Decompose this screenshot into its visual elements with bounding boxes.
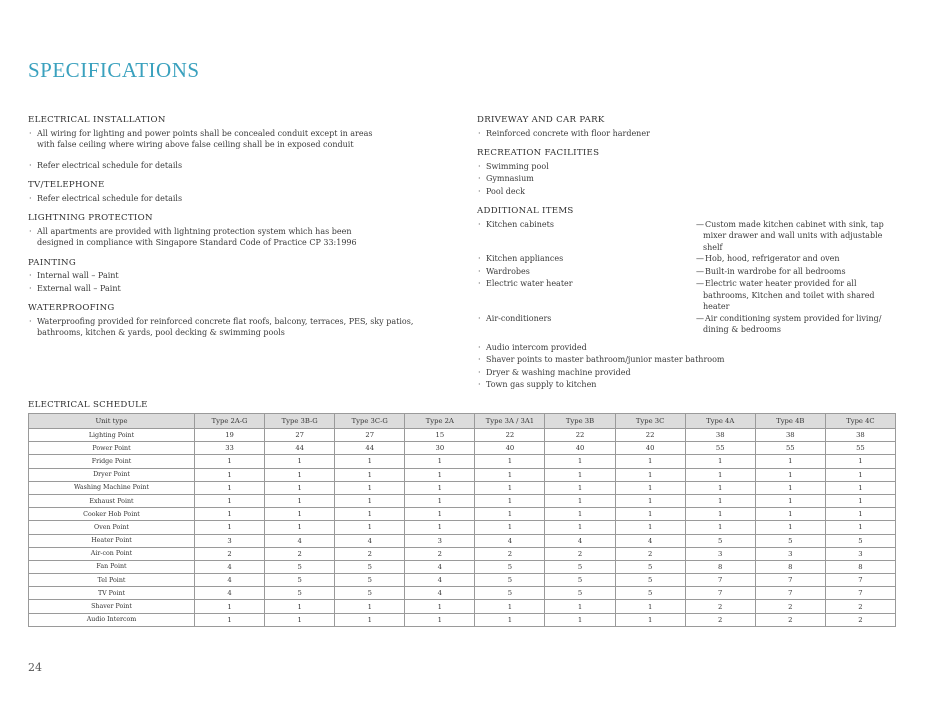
table-cell: 1 bbox=[405, 494, 475, 507]
table-cell: 1 bbox=[265, 521, 335, 534]
column-header: Type 3B-G bbox=[265, 414, 335, 429]
table-cell: 1 bbox=[195, 494, 265, 507]
right-spec-column bbox=[477, 115, 917, 400]
row-label-cell: Oven Point bbox=[29, 521, 195, 534]
table-cell: 1 bbox=[755, 481, 825, 494]
table-cell: 1 bbox=[265, 613, 335, 626]
additional-item-row bbox=[477, 278, 917, 313]
table-cell: 4 bbox=[195, 587, 265, 600]
table-cell: 3 bbox=[685, 547, 755, 560]
table-cell: 1 bbox=[615, 455, 685, 468]
spec-item: · Internal wall – Paint bbox=[28, 270, 448, 282]
table-cell: 2 bbox=[685, 613, 755, 626]
table-row bbox=[29, 600, 896, 613]
table-cell: 22 bbox=[475, 429, 545, 442]
table-row bbox=[29, 560, 896, 573]
table-cell: 1 bbox=[685, 468, 755, 481]
section-heading: DRIVEWAY AND CAR PARK bbox=[477, 115, 605, 125]
table-cell: 1 bbox=[195, 613, 265, 626]
table-cell: 5 bbox=[755, 534, 825, 547]
table-cell: 1 bbox=[195, 521, 265, 534]
table-cell: 1 bbox=[685, 521, 755, 534]
table-cell: 2 bbox=[265, 547, 335, 560]
electrical-installation-section bbox=[28, 115, 448, 171]
table-cell: 5 bbox=[545, 574, 615, 587]
table-cell: 1 bbox=[545, 600, 615, 613]
spec-item: · Waterproofing provided for reinforced concrete flat roofs, balcony, terraces, PES, sky patios, bathrooms, kitchen & yards, pool decking & swimming pools bbox=[28, 316, 447, 339]
table-cell: 1 bbox=[335, 481, 405, 494]
table-cell: 1 bbox=[545, 508, 615, 521]
column-header: Unit type bbox=[29, 414, 195, 429]
column-header: Type 4C bbox=[825, 414, 895, 429]
table-cell: 7 bbox=[755, 574, 825, 587]
table-cell: 40 bbox=[615, 442, 685, 455]
table-cell: 1 bbox=[545, 481, 615, 494]
table-cell: 2 bbox=[685, 600, 755, 613]
waterproofing-section bbox=[28, 303, 448, 339]
tv-telephone-section bbox=[28, 180, 448, 204]
table-cell: 4 bbox=[405, 574, 475, 587]
table-cell: 5 bbox=[475, 560, 545, 573]
table-cell: 5 bbox=[615, 587, 685, 600]
table-cell: 4 bbox=[405, 587, 475, 600]
table-row bbox=[29, 613, 896, 626]
column-header: Type 4A bbox=[685, 414, 755, 429]
table-cell: 1 bbox=[685, 481, 755, 494]
electrical-schedule-table bbox=[28, 413, 896, 627]
row-label-cell: Heater Point bbox=[29, 534, 195, 547]
table-cell: 1 bbox=[825, 508, 895, 521]
table-cell: 1 bbox=[545, 468, 615, 481]
table-cell: 2 bbox=[545, 547, 615, 560]
row-label-cell: Air-con Point bbox=[29, 547, 195, 560]
spec-item: · External wall – Paint bbox=[28, 283, 448, 295]
table-cell: 1 bbox=[335, 494, 405, 507]
table-header-row bbox=[29, 414, 896, 429]
table-cell: 7 bbox=[685, 574, 755, 587]
table-cell: 3 bbox=[405, 534, 475, 547]
section-heading: PAINTING bbox=[28, 257, 77, 268]
painting-section bbox=[28, 258, 448, 295]
column-header: Type 3C-G bbox=[335, 414, 405, 429]
additional-item-detail: — Custom made kitchen cabinet with sink, tap mixer drawer and wall units with adjustable shelf bbox=[686, 219, 903, 254]
table-cell: 1 bbox=[195, 455, 265, 468]
additional-item-row bbox=[477, 266, 917, 279]
recreation-section bbox=[477, 148, 917, 197]
section-heading: ADDITIONAL ITEMS bbox=[477, 206, 574, 216]
additional-item-detail: — Electric water heater provided for all bathrooms, Kitchen and toilet with shared heater bbox=[686, 278, 903, 313]
table-cell: 1 bbox=[615, 508, 685, 521]
table-cell: 3 bbox=[195, 534, 265, 547]
table-cell: 4 bbox=[405, 560, 475, 573]
table-cell: 44 bbox=[335, 442, 405, 455]
section-heading: ELECTRICAL INSTALLATION bbox=[28, 115, 166, 125]
row-label-cell: Audio Intercom bbox=[29, 613, 195, 626]
table-cell: 1 bbox=[615, 494, 685, 507]
additional-item-label: · Air-conditioners bbox=[477, 313, 686, 335]
table-cell: 7 bbox=[825, 574, 895, 587]
column-header: Type 2A bbox=[405, 414, 475, 429]
table-cell: 55 bbox=[755, 442, 825, 455]
row-label-cell: Dryer Point bbox=[29, 468, 195, 481]
table-cell: 1 bbox=[825, 494, 895, 507]
table-cell: 1 bbox=[825, 468, 895, 481]
spec-item: · Town gas supply to kitchen bbox=[477, 379, 917, 391]
table-cell: 27 bbox=[265, 429, 335, 442]
table-cell: 1 bbox=[545, 613, 615, 626]
table-cell: 1 bbox=[475, 468, 545, 481]
table-cell: 22 bbox=[615, 429, 685, 442]
table-row bbox=[29, 468, 896, 481]
table-cell: 5 bbox=[475, 574, 545, 587]
table-row bbox=[29, 455, 896, 468]
table-cell: 5 bbox=[265, 560, 335, 573]
additional-items-section bbox=[477, 206, 917, 391]
table-cell: 4 bbox=[195, 574, 265, 587]
table-cell: 5 bbox=[265, 574, 335, 587]
table-cell: 33 bbox=[195, 442, 265, 455]
table-cell: 38 bbox=[685, 429, 755, 442]
row-label-cell: Exhaust Point bbox=[29, 494, 195, 507]
table-cell: 1 bbox=[335, 468, 405, 481]
additional-item-label: · Electric water heater bbox=[477, 278, 686, 312]
table-cell: 5 bbox=[475, 587, 545, 600]
table-cell: 5 bbox=[545, 587, 615, 600]
table-cell: 1 bbox=[755, 455, 825, 468]
table-row bbox=[29, 481, 896, 494]
table-cell: 22 bbox=[545, 429, 615, 442]
table-cell: 2 bbox=[475, 547, 545, 560]
table-cell: 2 bbox=[195, 547, 265, 560]
table-row bbox=[29, 494, 896, 507]
table-cell: 2 bbox=[405, 547, 475, 560]
table-cell: 5 bbox=[545, 560, 615, 573]
column-header: Type 4B bbox=[755, 414, 825, 429]
table-cell: 1 bbox=[615, 481, 685, 494]
table-cell: 1 bbox=[195, 600, 265, 613]
row-label-cell: TV Point bbox=[29, 587, 195, 600]
table-body bbox=[29, 429, 896, 627]
table-cell: 5 bbox=[265, 587, 335, 600]
table-cell: 5 bbox=[685, 534, 755, 547]
table-cell: 55 bbox=[825, 442, 895, 455]
spec-item: · Shaver points to master bathroom/junior master bathroom bbox=[477, 354, 917, 366]
table-cell: 1 bbox=[755, 508, 825, 521]
table-cell: 4 bbox=[195, 560, 265, 573]
table-cell: 1 bbox=[615, 521, 685, 534]
table-cell: 30 bbox=[405, 442, 475, 455]
table-cell: 5 bbox=[615, 560, 685, 573]
table-cell: 38 bbox=[825, 429, 895, 442]
table-row bbox=[29, 442, 896, 455]
row-label-cell: Washing Machine Point bbox=[29, 481, 195, 494]
spec-item: · Swimming pool bbox=[477, 161, 917, 173]
table-cell: 1 bbox=[545, 521, 615, 534]
table-cell: 1 bbox=[405, 455, 475, 468]
spec-item: · Pool deck bbox=[477, 186, 917, 198]
page-number: 24 bbox=[28, 661, 42, 674]
table-cell: 2 bbox=[615, 547, 685, 560]
table-cell: 1 bbox=[615, 468, 685, 481]
table-cell: 7 bbox=[685, 587, 755, 600]
table-cell: 2 bbox=[755, 613, 825, 626]
table-cell: 1 bbox=[475, 521, 545, 534]
table-cell: 1 bbox=[405, 600, 475, 613]
column-header: Type 3A / 3A1 bbox=[475, 414, 545, 429]
table-cell: 1 bbox=[265, 455, 335, 468]
table-cell: 3 bbox=[825, 547, 895, 560]
table-cell: 55 bbox=[685, 442, 755, 455]
table-cell: 2 bbox=[825, 600, 895, 613]
table-cell: 1 bbox=[265, 481, 335, 494]
table-cell: 4 bbox=[615, 534, 685, 547]
table-cell: 5 bbox=[335, 560, 405, 573]
table-cell: 1 bbox=[265, 508, 335, 521]
table-cell: 1 bbox=[685, 455, 755, 468]
table-cell: 8 bbox=[755, 560, 825, 573]
row-label-cell: Fan Point bbox=[29, 560, 195, 573]
table-cell: 1 bbox=[615, 613, 685, 626]
table-cell: 1 bbox=[685, 508, 755, 521]
table-cell: 1 bbox=[405, 508, 475, 521]
table-cell: 1 bbox=[265, 494, 335, 507]
table-row bbox=[29, 508, 896, 521]
table-cell: 2 bbox=[335, 547, 405, 560]
left-spec-column bbox=[28, 115, 448, 348]
table-cell: 1 bbox=[755, 494, 825, 507]
table-cell: 1 bbox=[475, 494, 545, 507]
table-cell: 1 bbox=[475, 508, 545, 521]
table-row bbox=[29, 587, 896, 600]
table-cell: 5 bbox=[825, 534, 895, 547]
table-cell: 4 bbox=[545, 534, 615, 547]
section-heading: RECREATION FACILITIES bbox=[477, 148, 600, 158]
row-label-cell: Lighting Point bbox=[29, 429, 195, 442]
spec-item: · Audio intercom provided bbox=[477, 342, 917, 354]
table-cell: 8 bbox=[825, 560, 895, 573]
row-label-cell: Power Point bbox=[29, 442, 195, 455]
table-cell: 1 bbox=[335, 613, 405, 626]
table-cell: 5 bbox=[615, 574, 685, 587]
table-row bbox=[29, 429, 896, 442]
table-cell: 5 bbox=[335, 574, 405, 587]
driveway-section bbox=[477, 115, 917, 139]
table-cell: 1 bbox=[195, 468, 265, 481]
table-cell: 1 bbox=[335, 600, 405, 613]
additional-item-row bbox=[477, 313, 917, 336]
table-row bbox=[29, 534, 896, 547]
table-cell: 1 bbox=[475, 600, 545, 613]
table-cell: 7 bbox=[755, 587, 825, 600]
table-cell: 4 bbox=[475, 534, 545, 547]
spec-item: · All wiring for lighting and power points shall be concealed conduit except in areas with false ceiling where wiring above false ceiling shall be in exposed conduit bbox=[28, 128, 377, 151]
table-cell: 40 bbox=[545, 442, 615, 455]
row-label-cell: Shaver Point bbox=[29, 600, 195, 613]
spec-item: · Refer electrical schedule for details bbox=[28, 193, 448, 205]
table-row bbox=[29, 547, 896, 560]
spec-item: · All apartments are provided with lightning protection system which has been designed in compliance with Singapore Standard Code of Practice CP 33:1996 bbox=[28, 226, 377, 249]
additional-item-detail: — Air conditioning system provided for living/ dining & bedrooms bbox=[686, 313, 903, 336]
row-label-cell: Tel Point bbox=[29, 574, 195, 587]
additional-item-label: · Wardrobes bbox=[477, 266, 686, 278]
additional-item-label: · Kitchen appliances bbox=[477, 253, 686, 265]
table-cell: 1 bbox=[825, 521, 895, 534]
section-heading: LIGHTNING PROTECTION bbox=[28, 213, 153, 223]
additional-item-row bbox=[477, 253, 917, 266]
table-row bbox=[29, 574, 896, 587]
additional-item-row bbox=[477, 219, 917, 254]
table-cell: 1 bbox=[405, 613, 475, 626]
table-cell: 1 bbox=[475, 455, 545, 468]
table-cell: 2 bbox=[755, 600, 825, 613]
table-cell: 15 bbox=[405, 429, 475, 442]
table-cell: 27 bbox=[335, 429, 405, 442]
section-heading: WATERPROOFING bbox=[28, 303, 115, 313]
table-cell: 2 bbox=[825, 613, 895, 626]
table-cell: 3 bbox=[755, 547, 825, 560]
table-cell: 1 bbox=[755, 521, 825, 534]
table-cell: 1 bbox=[335, 508, 405, 521]
spec-item: · Gymnasium bbox=[477, 173, 917, 185]
table-cell: 1 bbox=[265, 468, 335, 481]
page-title: SPECIFICATIONS bbox=[28, 58, 200, 82]
table-cell: 1 bbox=[265, 600, 335, 613]
lightning-protection-section bbox=[28, 213, 448, 249]
table-cell: 38 bbox=[755, 429, 825, 442]
table-cell: 1 bbox=[335, 455, 405, 468]
table-cell: 5 bbox=[335, 587, 405, 600]
table-row bbox=[29, 521, 896, 534]
table-cell: 1 bbox=[195, 508, 265, 521]
table-cell: 8 bbox=[685, 560, 755, 573]
row-label-cell: Cooker Hob Point bbox=[29, 508, 195, 521]
row-label-cell: Fridge Point bbox=[29, 455, 195, 468]
column-header: Type 3C bbox=[615, 414, 685, 429]
schedule-title: ELECTRICAL SCHEDULE bbox=[28, 400, 148, 410]
table-cell: 1 bbox=[755, 468, 825, 481]
spec-item: · Refer electrical schedule for details bbox=[28, 160, 448, 172]
table-cell: 1 bbox=[615, 600, 685, 613]
section-heading: TV/TELEPHONE bbox=[28, 180, 105, 190]
table-cell: 1 bbox=[545, 455, 615, 468]
spec-item: · Reinforced concrete with floor hardener bbox=[477, 128, 917, 140]
table-cell: 1 bbox=[405, 468, 475, 481]
additional-item-detail: — Hob, hood, refrigerator and oven bbox=[686, 253, 903, 266]
additional-item-detail: — Built-in wardrobe for all bedrooms bbox=[686, 266, 903, 279]
spec-item: · Dryer & washing machine provided bbox=[477, 367, 917, 379]
table-cell: 1 bbox=[825, 455, 895, 468]
table-cell: 1 bbox=[335, 521, 405, 534]
column-header: Type 2A-G bbox=[195, 414, 265, 429]
table-cell: 1 bbox=[195, 481, 265, 494]
table-cell: 1 bbox=[475, 481, 545, 494]
table-cell: 1 bbox=[475, 613, 545, 626]
table-cell: 19 bbox=[195, 429, 265, 442]
table-cell: 1 bbox=[685, 494, 755, 507]
additional-item-label: · Kitchen cabinets bbox=[477, 219, 686, 253]
table-cell: 7 bbox=[825, 587, 895, 600]
table-cell: 1 bbox=[405, 521, 475, 534]
table-cell: 1 bbox=[545, 494, 615, 507]
table-cell: 40 bbox=[475, 442, 545, 455]
table-cell: 4 bbox=[335, 534, 405, 547]
column-header: Type 3B bbox=[545, 414, 615, 429]
table-cell: 1 bbox=[405, 481, 475, 494]
table-cell: 44 bbox=[265, 442, 335, 455]
table-cell: 4 bbox=[265, 534, 335, 547]
table-cell: 1 bbox=[825, 481, 895, 494]
